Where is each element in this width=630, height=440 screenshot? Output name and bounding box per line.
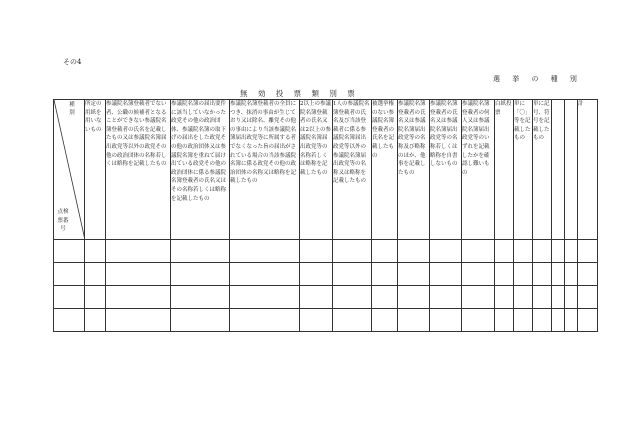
table-cell[interactable] [495, 240, 514, 263]
table-cell[interactable] [171, 263, 230, 286]
table-cell[interactable] [300, 263, 333, 286]
table-cell[interactable] [578, 240, 598, 263]
table-cell[interactable] [333, 263, 372, 286]
table-cell[interactable] [398, 240, 430, 263]
table-cell[interactable] [552, 263, 565, 286]
column-header: 単に記号、符号を記載したもの [533, 100, 552, 240]
column-header: 参議院名簿の届出要件に該当していなかった政党その他の政治団体、参議院名簿の取下げの届出をした政党その他の政治団体又は参議院名簿を重ねて届け出ている政党その他の政治団体に係る参議院名簿登載者の氏名又はその名称若しくは略称を記載したもの [171, 100, 230, 240]
table-cell[interactable] [54, 240, 85, 263]
column-header-total: 計 [578, 100, 598, 240]
table-cell[interactable] [495, 263, 514, 286]
table-cell[interactable] [462, 286, 495, 309]
table-cell[interactable] [230, 286, 300, 309]
table-cell[interactable] [514, 286, 533, 309]
table-cell[interactable] [495, 286, 514, 309]
table-cell[interactable] [398, 309, 430, 332]
table-cell[interactable] [578, 263, 598, 286]
column-header: 参議院名簿登載者の全員につき、抹消の事由が生じており又は除名、離党その他の事由により当該参議院名簿届出政党等に所属する者でなくなった旨の届出がされている場合の当該参議院名簿に係る政党その他の政治団体の名称又は略称を記載したもの [230, 100, 300, 240]
table-cell[interactable] [430, 286, 462, 309]
invalid-vote-classification-table [53, 99, 598, 332]
table-cell[interactable] [54, 286, 85, 309]
table-cell[interactable] [372, 240, 398, 263]
table-cell[interactable] [372, 263, 398, 286]
form-number-label: その4 [63, 58, 82, 66]
table-cell[interactable] [578, 309, 598, 332]
table-cell[interactable] [230, 263, 300, 286]
table-row [54, 240, 598, 263]
table-cell[interactable] [430, 263, 462, 286]
column-header: 参議院名簿登載者でない者、公職の候補者となることができない参議院名簿登載者の氏名を記載したもの又は参議院名簿届出政党等以外の政党その他の政治団体の名称若しくは略称を記載したもの [106, 100, 171, 240]
table-cell[interactable] [565, 286, 578, 309]
table-cell[interactable] [430, 240, 462, 263]
table-cell[interactable] [106, 263, 171, 286]
table-cell[interactable] [565, 240, 578, 263]
table-cell[interactable] [533, 309, 552, 332]
table-cell[interactable] [106, 240, 171, 263]
election-type-label: 選 挙 の 種 別 [493, 75, 582, 83]
column-header: 単に「〇」等を記載したもの [514, 100, 533, 240]
column-header [552, 100, 565, 240]
table-cell[interactable] [533, 286, 552, 309]
header-row [54, 100, 598, 240]
table-cell[interactable] [300, 240, 333, 263]
table-cell[interactable] [333, 309, 372, 332]
table-cell[interactable] [552, 286, 565, 309]
table-cell[interactable] [300, 286, 333, 309]
corner-type-label: 種別 [69, 102, 75, 116]
table-cell[interactable] [54, 263, 85, 286]
table-row [54, 263, 598, 286]
table-cell[interactable] [333, 286, 372, 309]
table-cell[interactable] [300, 309, 333, 332]
table-cell[interactable] [333, 240, 372, 263]
table-cell[interactable] [533, 263, 552, 286]
table-cell[interactable] [514, 263, 533, 286]
table-cell[interactable] [430, 309, 462, 332]
table-cell[interactable] [398, 286, 430, 309]
table-cell[interactable] [565, 263, 578, 286]
table-cell[interactable] [533, 240, 552, 263]
column-header: 2以上の参議院名簿登載者の氏名又は2以上の参議院名簿届出政党等の名称若しくは略称を記載したもの [300, 100, 333, 240]
table-row [54, 309, 598, 332]
table-cell[interactable] [398, 263, 430, 286]
table-cell[interactable] [578, 286, 598, 309]
table-cell[interactable] [552, 240, 565, 263]
table-cell[interactable] [495, 309, 514, 332]
table-cell[interactable] [230, 309, 300, 332]
column-header: 1人の参議院名簿登載者の氏名及び当該登載者に係る参議院名簿届出政党等以外の参議院名簿届出政党等の名称又は略称を記載したもの [333, 100, 372, 240]
column-header: 白紙投票 [495, 100, 514, 240]
column-header: 参議院名簿登載者の氏名又は参議院名簿届出政党等の名称及び略称のほか、他事を記載したもの [398, 100, 430, 240]
table-row [54, 286, 598, 309]
table-cell[interactable] [462, 240, 495, 263]
table-cell[interactable] [106, 286, 171, 309]
column-header: 被選挙権のない参議院名簿登載者の氏名を記載したもの [372, 100, 398, 240]
table-cell[interactable] [565, 309, 578, 332]
table-cell[interactable] [514, 240, 533, 263]
table-cell[interactable] [85, 286, 106, 309]
table-cell[interactable] [462, 263, 495, 286]
corner-header [54, 100, 85, 240]
table-cell[interactable] [552, 309, 565, 332]
column-header: 所定の用紙を用いないもの [85, 100, 106, 240]
table-cell[interactable] [171, 286, 230, 309]
column-header: 参議院名簿登載者の氏名又は参議院名簿届出政党等の名称若しくは略称を自書しないもの [430, 100, 462, 240]
table-cell[interactable] [171, 240, 230, 263]
table-cell[interactable] [85, 309, 106, 332]
table-cell[interactable] [514, 309, 533, 332]
table-cell[interactable] [462, 309, 495, 332]
table-cell[interactable] [85, 240, 106, 263]
column-header: 参議院名簿登載者の何人又は参議院名簿届出政党等のいずれを記載したかを確認し難いもの [462, 100, 495, 240]
table-cell[interactable] [85, 263, 106, 286]
table-cell[interactable] [106, 309, 171, 332]
table-cell[interactable] [54, 309, 85, 332]
corner-inspection-number-label: 点検票番号 [57, 209, 69, 232]
table-cell[interactable] [372, 286, 398, 309]
table-cell[interactable] [230, 240, 300, 263]
column-header [565, 100, 578, 240]
page-title: 無 効 投 票 類 別 票 [240, 89, 359, 98]
table-cell[interactable] [372, 309, 398, 332]
table-cell[interactable] [171, 309, 230, 332]
